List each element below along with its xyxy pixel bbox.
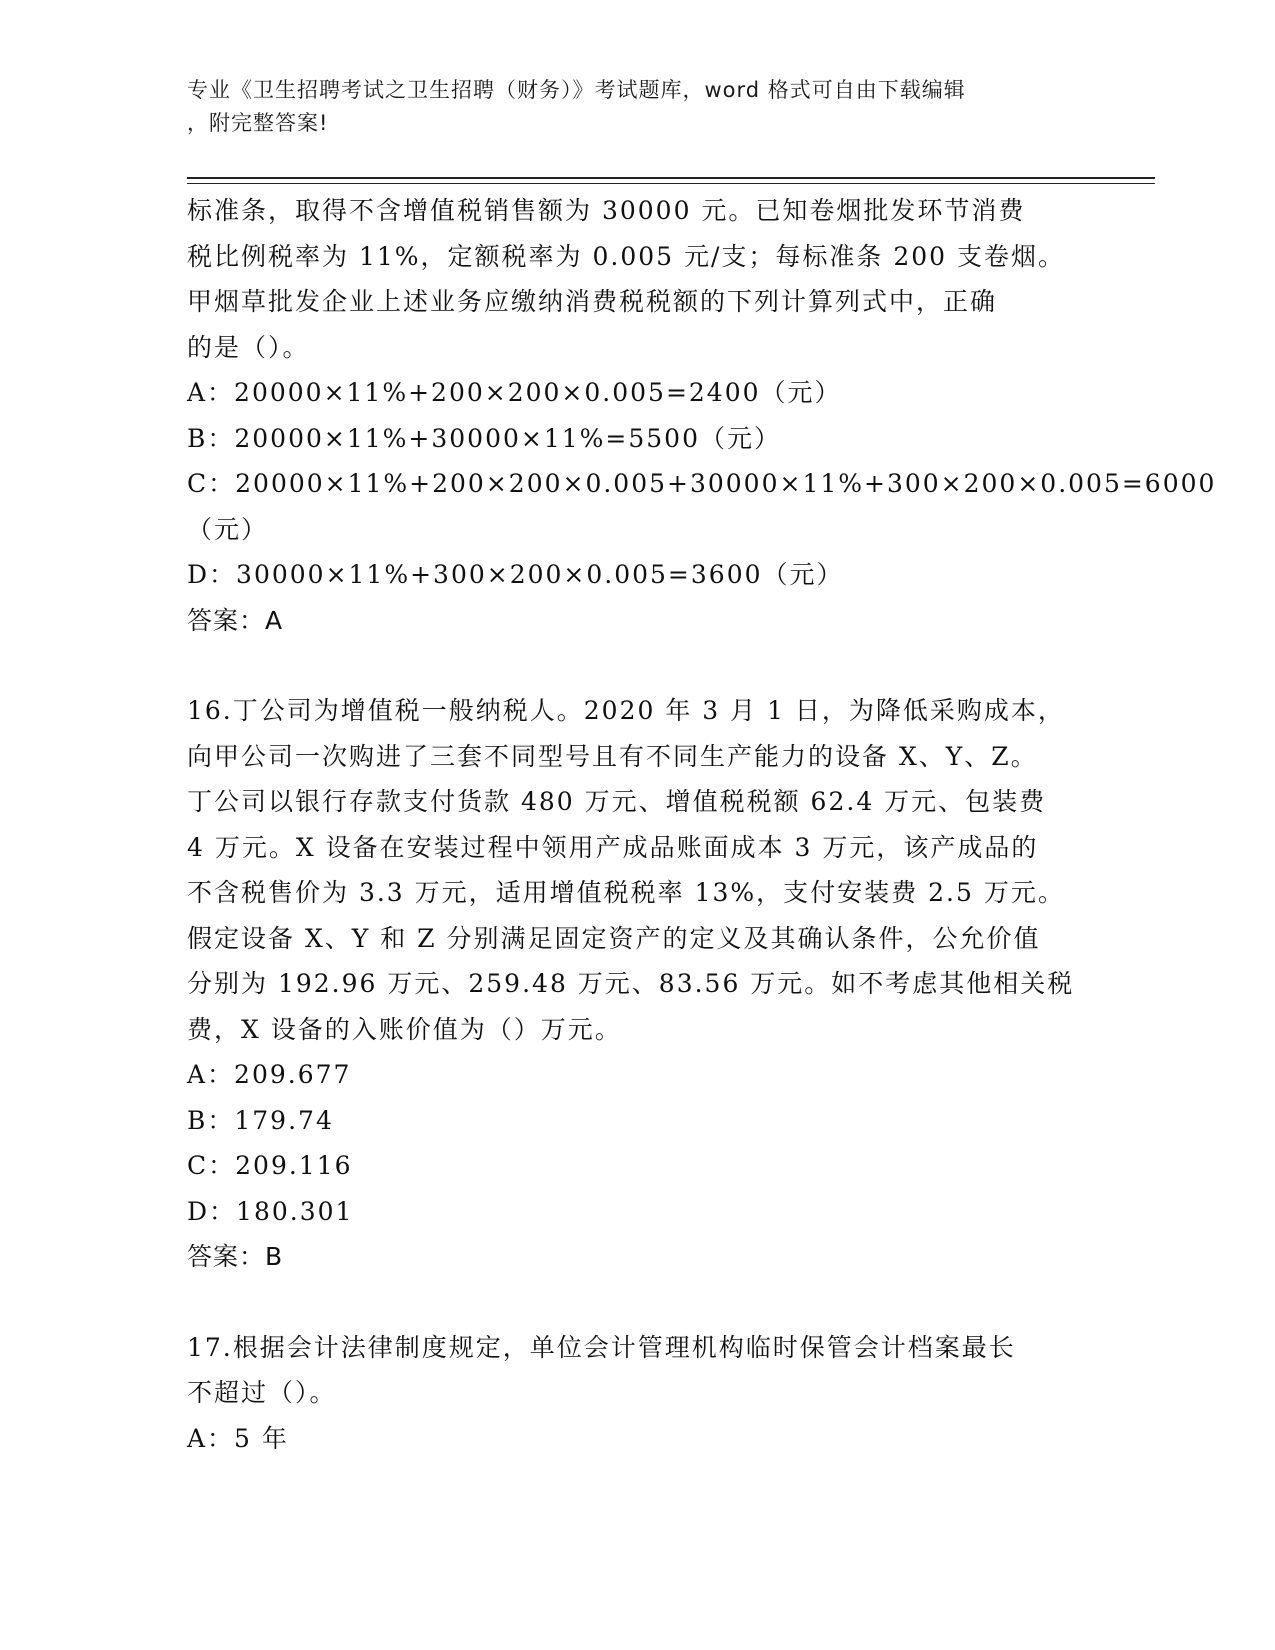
question-stem-line: 不超过（）。	[187, 1378, 337, 1407]
answer-label: 答案：B	[187, 1242, 284, 1271]
option-d: D：180.301	[187, 1196, 354, 1226]
question-stem-line: 16.丁公司为增值税一般纳税人。2020 年 3 月 1 日，为降低采购成本，	[187, 696, 1065, 725]
option-c: C：209.116	[187, 1151, 353, 1180]
answer-label: 答案：A	[187, 605, 284, 635]
page-header	[187, 74, 1067, 140]
question-content	[187, 188, 1217, 1461]
question-stem-line: 的是（）。	[187, 332, 310, 362]
question-stem-line: 17.根据会计法律制度规定，单位会计管理机构临时保管会计档案最长	[187, 1332, 1016, 1362]
header-divider-thick	[187, 177, 1155, 179]
header-title-line-2: ，附完整答案!	[187, 111, 329, 135]
option-a: A：20000×11%+200×200×0.005=2400（元）	[187, 378, 842, 407]
option-a: A：209.677	[187, 1060, 352, 1089]
option-c-continued: （元）	[187, 514, 269, 544]
option-a: A：5 年	[187, 1423, 289, 1453]
question-stem-line: 分别为 192.96 万元、259.48 万元、83.56 万元。如不考虑其他相关税	[187, 969, 1075, 998]
question-stem-line: 税比例税率为 11%，定额税率为 0.005 元/支；每标准条 200 支卷烟。	[187, 241, 1066, 271]
question-stem-line: 4 万元。X 设备在安装过程中领用产成品账面成本 3 万元，该产成品的	[187, 832, 1039, 862]
question-16	[187, 688, 1087, 1280]
question-stem-line: 甲烟草批发企业上述业务应缴纳消费税税额的下列计算列式中，正确	[187, 287, 998, 316]
question-15	[187, 188, 1217, 643]
option-b: B：179.74	[187, 1105, 334, 1135]
question-stem-line: 标准条，取得不含增值税销售额为 30000 元。已知卷烟批发环节消费	[187, 196, 1026, 225]
option-c: C：20000×11%+200×200×0.005+30000×11%+300×200×0.005=6000	[187, 469, 1217, 498]
question-stem-line: 丁公司以银行存款支付货款 480 万元、增值税税额 62.4 万元、包装费	[187, 787, 1047, 816]
question-stem-line: 向甲公司一次购进了三套不同型号且有不同生产能力的设备 X、Y、Z。	[187, 741, 1038, 771]
header-divider-thin	[187, 183, 1155, 184]
question-17	[187, 1325, 1087, 1462]
question-stem-line: 假定设备 X、Y 和 Z 分别满足固定资产的定义及其确认条件，公允价值	[187, 923, 1041, 953]
question-stem-line: 费，X 设备的入账价值为（）万元。	[187, 1014, 622, 1044]
option-d: D：30000×11%+300×200×0.005=3600（元）	[187, 560, 844, 589]
question-spacer	[187, 1280, 1087, 1325]
question-spacer	[187, 643, 1087, 688]
header-title-line-1: 专业《卫生招聘考试之卫生招聘（财务）》考试题库，word 格式可自由下载编辑	[187, 78, 966, 102]
option-b: B：20000×11%+30000×11%=5500（元）	[187, 423, 781, 453]
question-stem-line: 不含税售价为 3.3 万元，适用增值税税率 13%，支付安装费 2.5 万元。	[187, 878, 1065, 907]
